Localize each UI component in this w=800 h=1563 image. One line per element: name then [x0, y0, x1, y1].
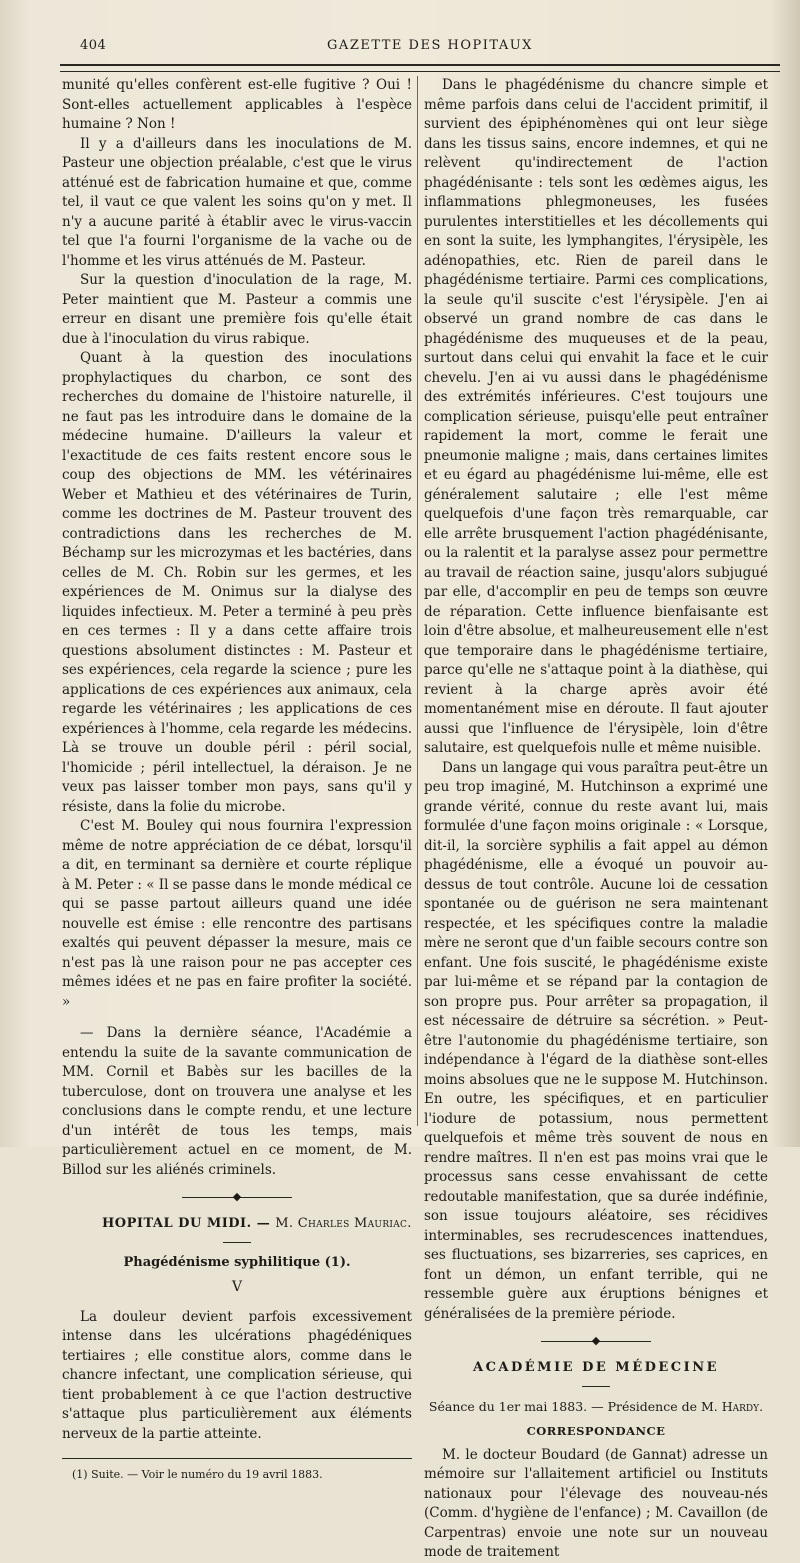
- paragraph: munité qu'elles confèrent est-elle fugitive ? Oui ! Sont-elles actuellement applicables à l'espèce humaine ? Non !: [62, 77, 412, 132]
- section-heading: [62, 1214, 412, 1234]
- short-rule: [582, 1386, 610, 1387]
- subsection-heading: CORRESPONDANCE: [526, 1424, 666, 1438]
- page-number: 404: [80, 38, 107, 53]
- page-header: [80, 38, 780, 58]
- paragraph: Dans le phagédénisme du chancre simple et même parfois dans celui de l'accident primitif, il survient des épiphénomènes qui ont leur siège dans les tissus sains, encore indemnes, et qui ne relèvent qu'indirectement de l'action phagédénisante : tels sont les œdèmes aigus, les inflammations phlegmoneuses, les fusées purulentes interstitielles et les décollements qui en sont la suite, les lymphangites, l'érysipèle, les adénopathies, etc. Rien de pareil dans le phagédénisme tertiaire. Parmi ces complications, la seule qu'il suscite c'est l'érysipèle. J'en ai observé un grand nombre de cas dans le phagédénisme des muqueuses et de la peau, surtout dans celui qui envahit la face et le cuir chevelu. J'en ai vu aussi dans le phagédénisme des extrémités inférieures. C'est toujours une complication sérieuse, puisqu'elle peut entraîner rapidement la mort, comme le ferait une pneumonie maligne ; mais, dans certaines limites et eu égard au phagédénisme lui-même, elle est généralement salutaire ; elle l'est même quelquefois d'une façon très remarquable, car elle arrête brusquement l'action phagédénisante, ou la ralentit et la paralyse assez pour permettre au travail de réaction saine, jusqu'alors subjugué par elle, d'accomplir en peu de temps son œuvre de réparation. Cette influence bienfaisante est loin d'être absolue, et malheureusement elle n'est que temporaire dans le phagédénisme tertiaire, parce qu'elle ne s'attaque point à la diathèse, qui revient à la charge après avoir été momentanément mise en déroute. Il faut ajouter aussi que l'influence de l'érysipèle, loin d'être salutaire, est quelquefois nulle et même nuisible.: [424, 77, 768, 756]
- left-column: [62, 76, 413, 1481]
- paragraph: Il y a d'ailleurs dans les inoculations de M. Pasteur une objection préalable, c'est que le virus atténué est de fabrication humaine et que, comme tel, il vaut ce que valent les soins qu'on y met. Il n'y a aucune parité à établir avec le virus-vaccin tel que l'a fourni l'organisme de la vache ou de l'homme et les virus atténués de M. Pasteur.: [62, 135, 412, 269]
- right-column: [424, 76, 768, 1560]
- footnote-rule: [62, 1458, 412, 1459]
- column-separator: [417, 76, 418, 1126]
- section-heading: ACADÉMIE DE MÉDECINE: [472, 1360, 719, 1375]
- article-subtitle: Phagédénisme syphilitique (1).: [123, 1254, 351, 1270]
- section-author: M. Charles Mauriac.: [275, 1216, 412, 1231]
- paragraph: Dans un langage qui vous paraîtra peut-être un peu trop imaginé, M. Hutchinson a exprimé une grande vérité, connue du reste avant lui, mais formulée d'une façon moins originale : « Lorsque, dit-il, la sorcière syphilis a fait appel au démon phagédénisme, elle a évoqué un pouvoir au-dessus de tout contrôle. Aucune loi de cessation spontanée ou de guérison ne sera maintenant respectée, et les spécifiques contre la maladie mère ne seront que d'un faible secours contre son enfant. Une fois suscité, le phagédénisme existe par lui-même et se répand par la contagion de son propre pus. Pour arrêter sa propagation, il est nécessaire de détruire sa sécrétion. » Peut-être l'autonomie du phagédénisme tertiaire, son indépendance à l'égard de la diathèse sont-elles moins absolues que ne le suppose M. Hutchinson. En outre, les spécifiques, et en particulier l'iodure de potassium, nous permettent quelquefois et même très souvent de nous en rendre maîtres. Il n'en est pas moins vrai que le processus sans cesse envahissant de cette redoutable manifestation, que sa durée indéfinie, son issue toujours aléatoire, ses récidives interminables, ses recrudescences inattendues, ses fluctuations, ses bizarreries, ses caprices, en font un démon, un enfant terrible, qui ne ressemble guère aux éruptions bénignes et généralisées de la première période.: [424, 759, 768, 1322]
- paragraph: Sur la question d'inoculation de la rage, M. Peter maintient que M. Pasteur a commis une erreur en disant une première fois qu'elle était due à l'inoculation du virus rabique.: [62, 272, 412, 347]
- paragraph: C'est M. Bouley qui nous fournira l'expression même de notre appréciation de ce débat, lorsqu'il a dit, en terminant sa dernière et courte réplique à M. Peter : « Il se passe dans le monde médical ce qui se passe partout ailleurs quand une idée nouvelle est émise : elle rencontre des partisans exaltés qui peuvent dépasser la mesure, mais ce n'est pas là une raison pour ne pas accepter ces mêmes idées et ne pas en faire profiter la société. »: [62, 818, 413, 1010]
- chapter-numeral: V: [231, 1279, 243, 1295]
- session-date: Séance du 1er mai 1883. — Présidence de M.: [428, 1398, 718, 1414]
- section-ornament-rule: [541, 1334, 651, 1347]
- section-title: HOPITAL DU MIDI. —: [102, 1216, 271, 1231]
- running-title: GAZETTE DES HOPITAUX: [327, 38, 533, 53]
- short-rule: [223, 1242, 251, 1243]
- section-ornament-rule: [182, 1190, 292, 1203]
- footnote: (1) Suite. — Voir le numéro du 19 avril 1883.: [72, 1468, 323, 1481]
- paragraph: La douleur devient parfois excessivement intense dans les ulcérations phagédéniques tertiaires ; elle constitue alors, comme dans le chancre infectant, une complication sérieuse, qui tient probablement à ce que l'action destructive s'attaque plus particulièrement aux éléments nerveux de la partie atteinte.: [62, 1308, 412, 1442]
- paragraph: M. le docteur Boudard (de Gannat) adresse un mémoire sur l'allaitement artificiel ou Instituts nationaux pour l'élevage des nouveau-nés (Comm. d'hygiène de l'enfance) ; M. Cavaillon (de Carpentras) envoie une note sur un nouveau mode de traitement: [424, 1446, 768, 1560]
- session-line: [424, 1397, 768, 1417]
- session-president: Hardy.: [721, 1398, 764, 1414]
- header-double-rule: [60, 64, 780, 72]
- paragraph: Quant à la question des inoculations prophylactiques du charbon, ce sont des recherches du domaine de l'histoire naturelle, il ne faut pas les introduire dans le domaine de la médecine humaine. D'ailleurs la valeur et l'exactitude de ces faits restent encore sous le coup des objections de MM. les vétérinaires Weber et Mathieu et des vétérinaires de Turin, comme les doctrines de M. Pasteur trouvent des contradictions dans les recherches de M. Béchamp sur les microzymas et les bactéries, dans celles de M. Ch. Robin sur les germes, et les expériences de M. Onimus sur la dialyse des liquides infectieux. M. Peter a terminé à peu près en ces termes : Il y a dans cette affaire trois questions absolument distinctes : M. Pasteur et ses expériences, cela regarde la science ; pure les applications de ces expériences aux animaux, cela regarde les vétérinaires ; les applications de ces expériences à l'homme, cela regarde les médecins. Là se trouve un double péril : péril social, l'homicide ; péril intellectuel, la déraison. Je ne veux pas laisser tomber mon pays, sans qu'il y résiste, dans la folie du microbe.: [62, 350, 412, 815]
- ornament-icon: ◆: [591, 1334, 601, 1347]
- paragraph: — Dans la dernière séance, l'Académie a entendu la suite de la savante communication de MM. Cornil et Babès sur les bacilles de la tuberculose, dont on trouvera une analyse et les conclusions dans le compte rendu, et une lecture d'un intérêt de tous les temps, mais particulièrement actuel en ce moment, de M. Billod sur les aliénés criminels.: [62, 1025, 412, 1178]
- ornament-icon: ◆: [232, 1190, 242, 1203]
